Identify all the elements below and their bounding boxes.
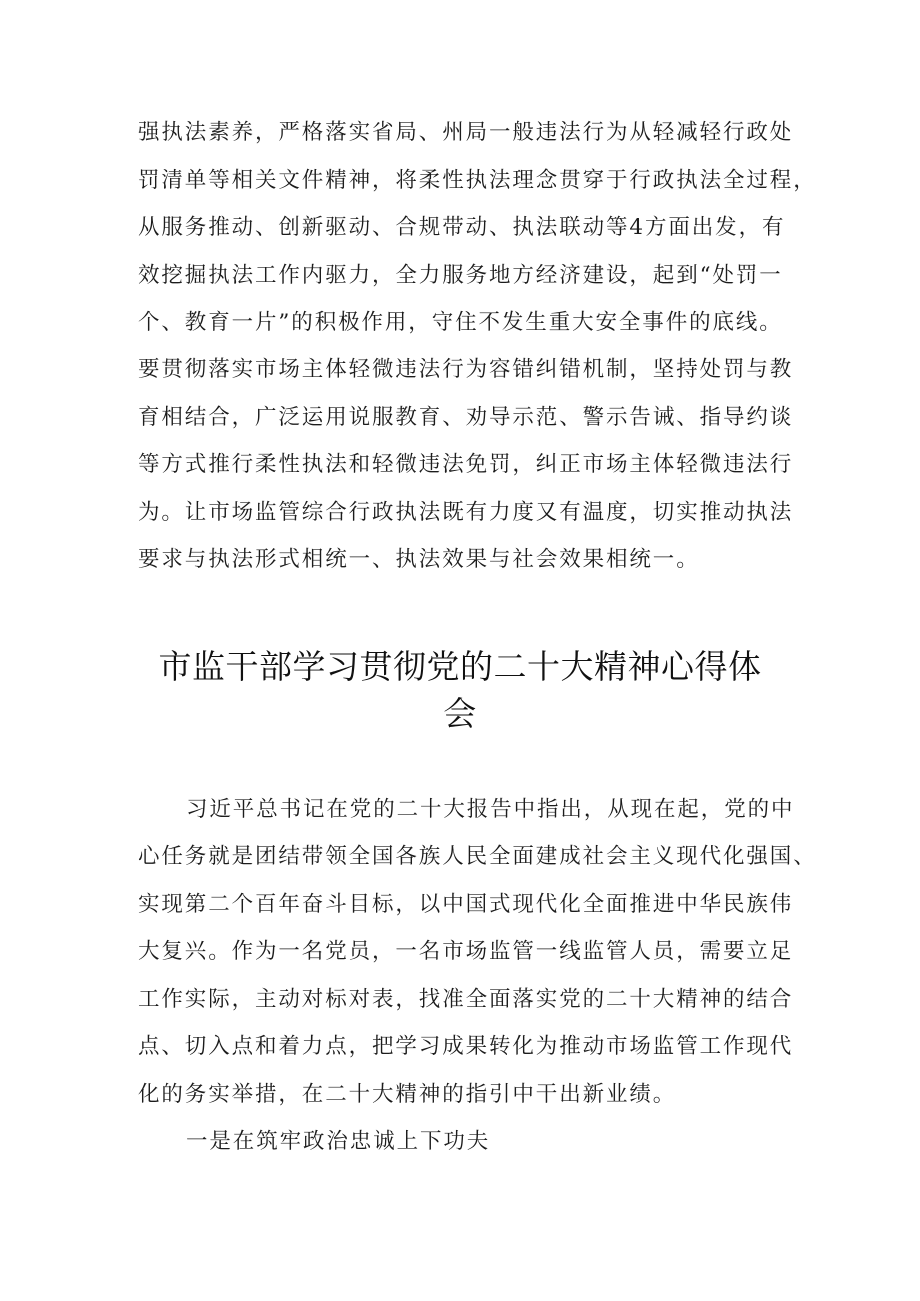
body-text-line: 化的务实举措，在二十大精神的指引中干出新业绩。 <box>138 1082 677 1107</box>
body-text-line: 育相结合，广泛运用说服教育、劝导示范、警示告诫、指导约谈 <box>138 405 794 430</box>
article-title-continued: 会 <box>443 694 477 733</box>
body-text-line: 大复兴。作为一名党员，一名市场监管一线监管人员，需要立足 <box>138 939 794 964</box>
body-text-line: 强执法素养，严格落实省局、州局一般违法行为从轻减轻行政处 <box>138 120 794 145</box>
paragraph-first-line: 习近平总书记在党的二十大报告中指出，从现在起，党的中 <box>186 797 795 822</box>
article-title: 市监干部学习贯彻党的二十大精神心得体 <box>158 647 762 686</box>
body-text-line: 工作实际，主动对标对表，找准全面落实党的二十大精神的结合 <box>138 987 794 1012</box>
body-text-line: 点、切入点和着力点，把学习成果转化为推动市场监管工作现代 <box>138 1034 794 1059</box>
section-subheading: 一是在筑牢政治忠诚上下功夫 <box>186 1129 491 1154</box>
body-text-line: 个、教育一片”的积极作用，守住不发生重大安全事件的底线。 <box>138 310 783 335</box>
body-text-line: 等方式推行柔性执法和轻微违法免罚，纠正市场主体轻微违法行 <box>138 452 794 477</box>
body-text-line: 从服务推动、创新驱动、合规带动、执法联动等4方面出发，有 <box>138 215 786 240</box>
body-text-line: 心任务就是团结带领全国各族人民全面建成社会主义现代化强国、 <box>138 844 817 869</box>
body-text-line: 为。让市场监管综合行政执法既有力度又有温度，切实推动执法 <box>138 500 794 525</box>
body-text-line: 要求与执法形式相统一、执法效果与社会效果相统一。 <box>138 547 700 572</box>
body-text-line: 实现第二个百年奋斗目标，以中国式现代化全面推进中华民族伟 <box>138 892 794 917</box>
body-text-line: 要贯彻落实市场主体轻微违法行为容错纠错机制，坚持处罚与教 <box>138 357 794 382</box>
body-text-line: 罚清单等相关文件精神，将柔性执法理念贯穿于行政执法全过程， <box>138 168 817 193</box>
body-text-line: 效挖掘执法工作内驱力，全力服务地方经济建设，起到“处罚一 <box>138 263 783 288</box>
